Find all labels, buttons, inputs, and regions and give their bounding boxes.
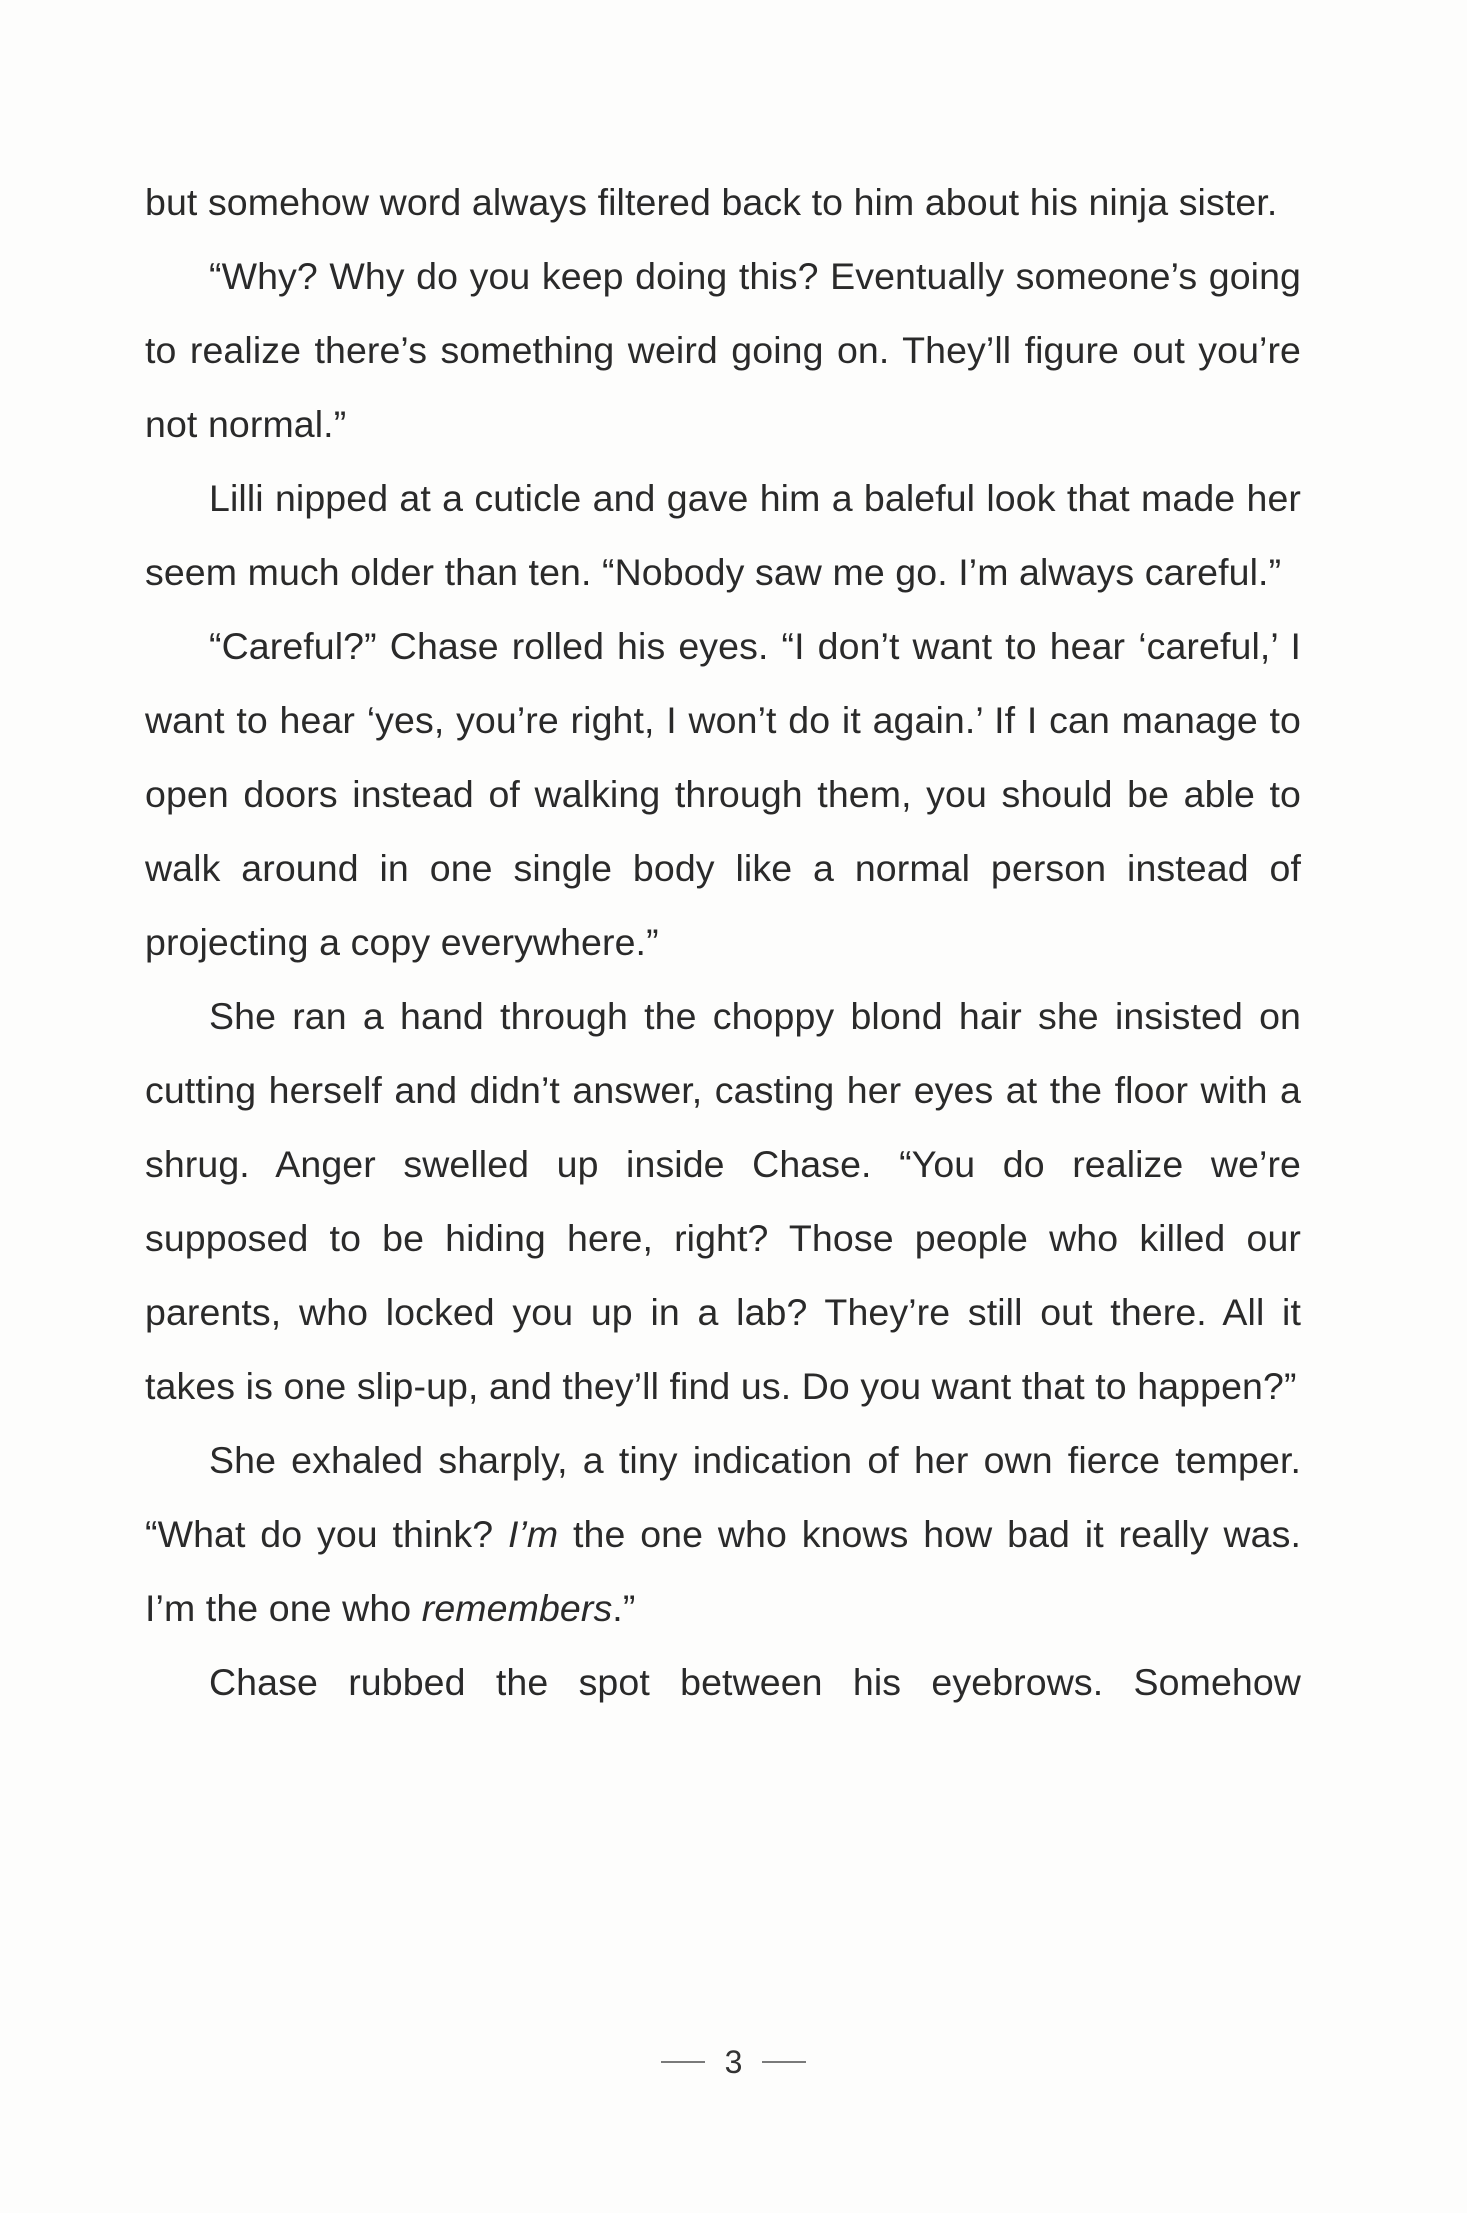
body-text xyxy=(145,165,1301,1719)
text-run: Lilli nipped at a cuticle and gave him a baleful look that made her seem much older than ten. “Nobody saw me go. I’m always careful.” xyxy=(145,477,1301,593)
paragraph xyxy=(145,461,1301,609)
footer-rule-left xyxy=(661,2061,705,2063)
text-run: She ran a hand through the choppy blond hair she insisted on cutting herself and didn’t answer, casting her eyes at the floor with a shrug. Anger swelled up inside Chase. “You do realize we’re supposed to be hiding here, right? Those people who killed our parents, who locked you up in a lab? They’re still out there. All it takes is one slip-up, and they’ll find us. Do you want that to happen?” xyxy=(145,995,1301,1407)
paragraph xyxy=(145,165,1301,239)
italic-text: remembers xyxy=(421,1587,613,1629)
paragraph xyxy=(145,979,1301,1423)
text-run: but somehow word always filtered back to him about his ninja sister. xyxy=(145,181,1278,223)
page-number: 3 xyxy=(724,2043,743,2080)
text-run: the one who knows how bad it really was. I’m the one who xyxy=(145,1513,1301,1629)
page-footer xyxy=(0,2040,1467,2084)
text-run: .” xyxy=(612,1587,636,1629)
text-run: Chase rubbed the spot between his eyebrows. Somehow xyxy=(209,1661,1301,1703)
paragraph xyxy=(145,1645,1301,1719)
text-run: “Why? Why do you keep doing this? Eventually someone’s going to realize there’s something weird going on. They’ll figure out you’re not normal.” xyxy=(145,255,1301,445)
paragraph xyxy=(145,239,1301,461)
text-run: “Careful?” Chase rolled his eyes. “I don’t want to hear ‘careful,’ I want to hear ‘yes, you’re right, I won’t do it again.’ If I can manage to open doors instead of walking through them, you should be able to walk around in one single body like a normal person instead of projecting a copy everywhere.” xyxy=(145,625,1301,963)
footer-rule-right xyxy=(762,2061,806,2063)
paragraph xyxy=(145,609,1301,979)
text-run: She exhaled sharply, a tiny indication of her own fierce temper. “What do you think? xyxy=(145,1439,1301,1555)
italic-text: I’m xyxy=(507,1513,559,1555)
paragraph xyxy=(145,1423,1301,1645)
